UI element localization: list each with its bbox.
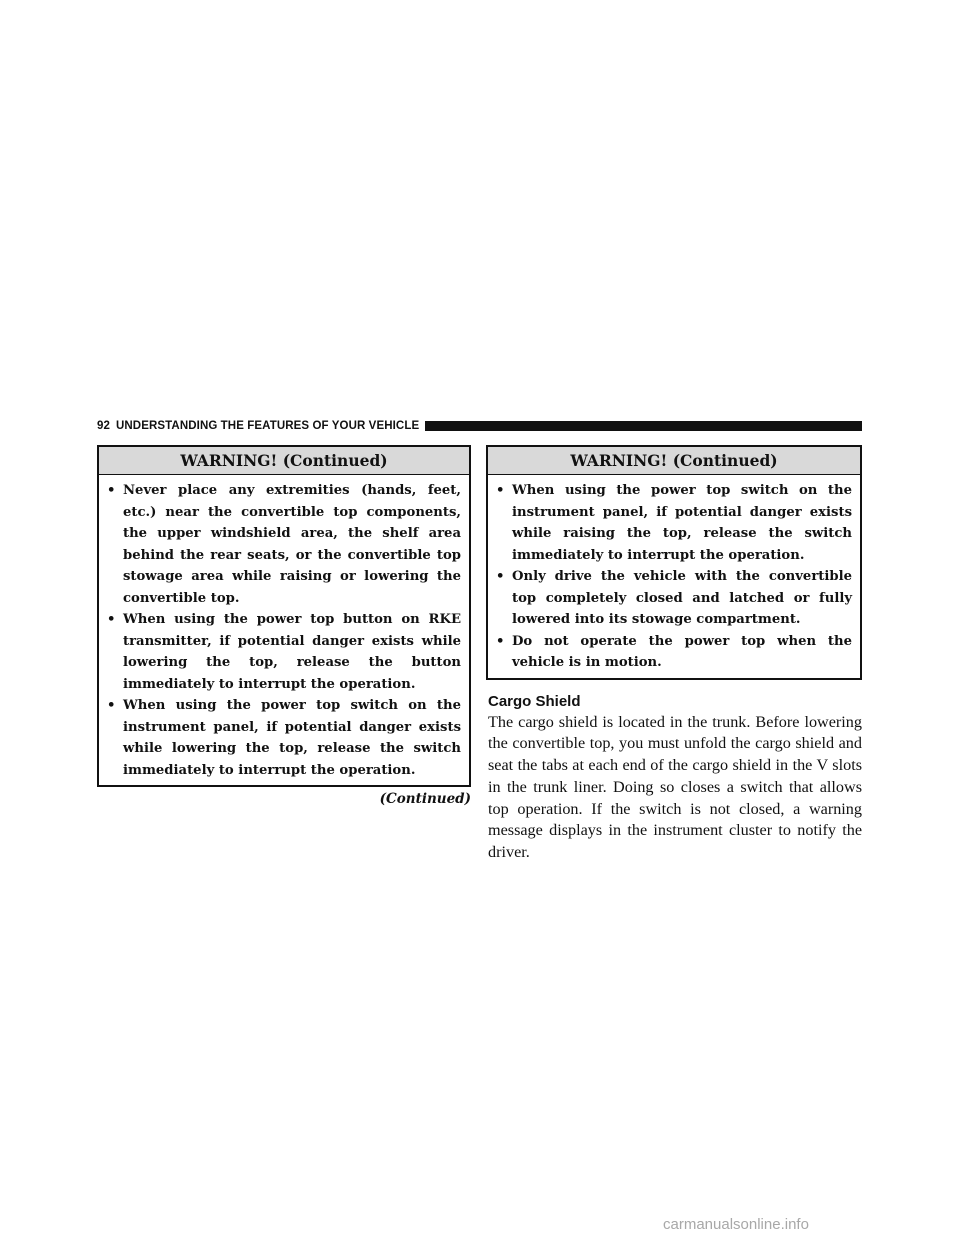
bullet-icon: • [496, 633, 505, 649]
left-column [97, 445, 471, 807]
warning-item: • When using the power top switch on the instrument panel, if potential danger exists while raising the top, release the switch immediately to interrupt the operation. [494, 480, 852, 566]
warning-item: • When using the power top switch on the instrument panel, if potential danger exists while lowering the top, release the switch immediately to interrupt the operation. [105, 695, 461, 781]
warning-item: • Never place any extremities (hands, feet, etc.) near the convertible top components, the upper windshield area, the shelf area behind the rear seats, or the convertible top stowage area while raising or lowering the convertible top. [105, 480, 461, 609]
bullet-icon: • [496, 569, 505, 584]
bullet-icon: • [107, 698, 116, 713]
bullet-icon: • [496, 483, 505, 498]
bullet-icon: • [107, 612, 116, 627]
continued-label: (Continued) [379, 791, 471, 807]
warning-box-right [486, 445, 862, 680]
bullet-icon: • [107, 483, 116, 498]
warning-title: WARNING! (Continued) [99, 447, 469, 475]
section-title: UNDERSTANDING THE FEATURES OF YOUR VEHICLE [116, 420, 420, 432]
warning-list [488, 475, 860, 678]
watermark-link[interactable]: carmanualsonline.info [663, 1216, 809, 1233]
header-rule [425, 421, 862, 431]
section-heading-cargo-shield: Cargo Shield [488, 692, 581, 710]
warning-title: WARNING! (Continued) [488, 447, 860, 475]
warning-list [99, 475, 469, 785]
page-number: 92 [97, 420, 110, 432]
warning-box-left [97, 445, 471, 787]
cargo-shield-paragraph: The cargo shield is located in the trunk. Before lowering the convertible top, you must unfold the cargo shield and seat the tabs at each end of the cargo shield in the V slots in the trunk liner. Doing so closes a switch that allows top operation. If the switch is not closed, a warning message displays in the instrument cluster to notify the driver. [488, 712, 862, 862]
right-column [486, 445, 862, 864]
warning-item: • Only drive the vehicle with the convertible top completely closed and latched or fully lowered into its stowage compartment. [494, 566, 852, 631]
warning-item: • When using the power top button on RKE transmitter, if potential danger exists while lowering the top, release the button immediately to interrupt the operation. [105, 609, 461, 695]
page-header [97, 418, 862, 434]
warning-item: • Do not operate the power top when the vehicle is in motion. [494, 631, 852, 674]
